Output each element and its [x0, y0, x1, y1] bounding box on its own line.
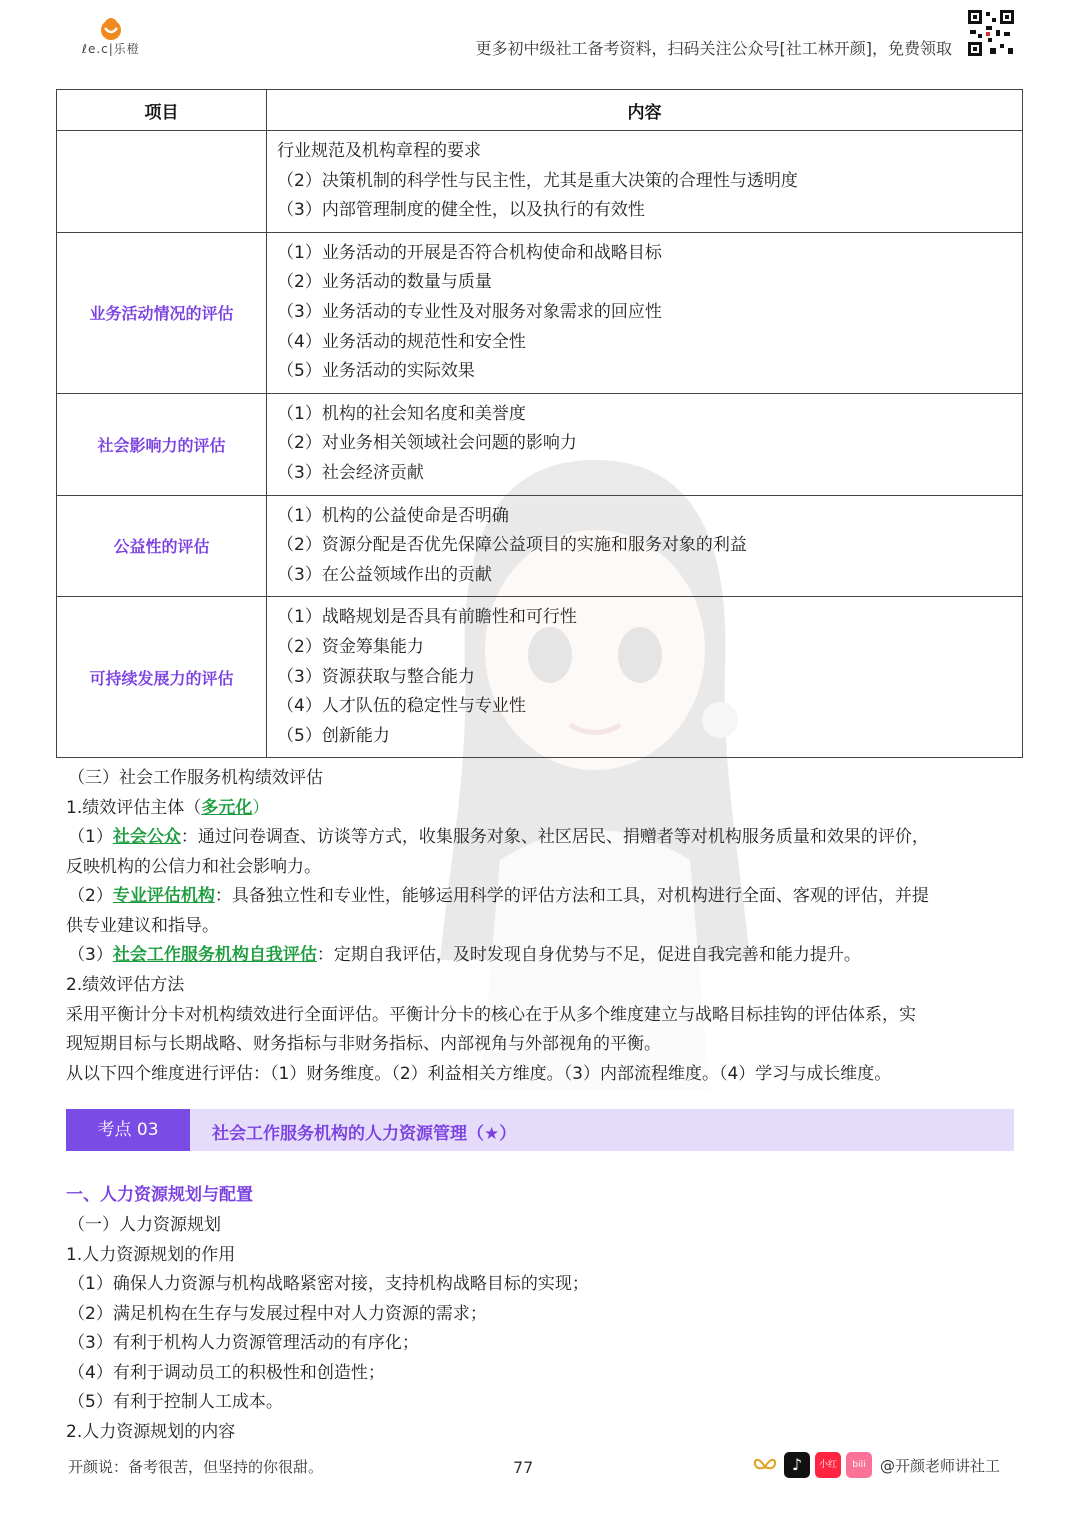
footer-handle: @开颜老师讲社工 [880, 1457, 1001, 1475]
row-content [267, 597, 1023, 758]
paragraph-text: ：定期自我评估，及时发现自身优势与不足，促进自我完善和能力提升。 [316, 945, 861, 965]
row-item: （2）对业务相关领域社会问题的影响力 [277, 433, 577, 454]
butterfly-icon[interactable] [752, 1456, 778, 1478]
keyword: 多元化 [201, 798, 253, 818]
bilibili-icon[interactable]: bili [846, 1452, 872, 1478]
list-item: （1）确保人力资源与机构战略紧密对接，支持机构战略目标的实现； [68, 1274, 589, 1294]
hr-heading: 一、人力资源规划与配置 [66, 1185, 253, 1205]
method-heading: 2.绩效评估方法 [66, 975, 185, 995]
page-number: 77 [513, 1458, 534, 1477]
row-category: 公益性的评估 [57, 495, 267, 597]
row-category: 社会影响力的评估 [57, 393, 267, 495]
keyword: 专业评估机构 [112, 886, 215, 906]
row-category: 可持续发展力的评估 [57, 597, 267, 758]
hr-role-heading: 1.人力资源规划的作用 [66, 1245, 236, 1265]
row-item: （2）资金筹集能力 [277, 636, 424, 657]
table-row [57, 495, 1023, 597]
subject-suffix: ） [252, 798, 270, 818]
xiaohongshu-icon[interactable]: 小红书 [815, 1452, 841, 1478]
keyword: 社会公众 [112, 827, 181, 847]
item-number: （2） [68, 886, 113, 906]
row-item: （2）业务活动的数量与质量 [277, 272, 492, 293]
section-bar [66, 1109, 1014, 1151]
table-header-row [57, 90, 1023, 131]
row-item: （1）业务活动的开展是否符合机构使命和战略目标 [277, 242, 662, 263]
row-content [267, 232, 1023, 393]
qr-code-icon[interactable] [966, 8, 1016, 58]
evaluation-table [56, 89, 1023, 758]
row-content [267, 131, 1023, 233]
item-number: （3） [68, 945, 113, 965]
paragraph [68, 940, 861, 965]
row-item: （1）机构的社会知名度和美誉度 [277, 403, 526, 424]
subject-prefix: 1.绩效评估主体（ [66, 798, 202, 818]
section-title: 社会工作服务机构的人力资源管理（★） [212, 1124, 517, 1144]
section-subtitle: （三）社会工作服务机构绩效评估 [68, 768, 323, 788]
table-row [57, 597, 1023, 758]
row-item: （5）创新能力 [277, 725, 390, 746]
row-item: （5）业务活动的实际效果 [277, 361, 475, 382]
paragraph-text: 采用平衡计分卡对机构绩效进行全面评估。平衡计分卡的核心在于从多个维度建立与战略目标挂钩的评估体系，实 [66, 1005, 916, 1025]
header-note: 更多初中级社工备考资料，扫码关注公众号[社工林开颜]，免费领取 [475, 39, 952, 58]
row-item: （1）机构的公益使命是否明确 [277, 505, 509, 526]
footer-slogan: 开颜说：备考很苦，但坚持的你很甜。 [68, 1458, 324, 1476]
row-item: 行业规范及机构章程的要求 [277, 141, 481, 161]
row-category [57, 131, 267, 233]
logo-text: ℓe.c|乐橙 [82, 42, 140, 56]
list-item: （2）满足机构在生存与发展过程中对人力资源的需求； [68, 1304, 487, 1324]
row-item: （3）社会经济贡献 [277, 462, 424, 483]
row-item: （1）战略规划是否具有前瞻性和可行性 [277, 607, 577, 628]
paragraph-text: 反映机构的公信力和社会影响力。 [66, 857, 321, 877]
paragraph-text: 供专业建议和指导。 [66, 916, 219, 936]
row-item: （4）业务活动的规范性和安全性 [277, 331, 526, 352]
hr-subheading: （一）人力资源规划 [68, 1215, 221, 1235]
paragraph [68, 881, 929, 906]
table-row [57, 131, 1023, 233]
item-number: （1） [68, 827, 113, 847]
table-row [57, 232, 1023, 393]
section-tag: 考点 03 [66, 1109, 190, 1151]
list-item: （3）有利于机构人力资源管理活动的有序化； [68, 1333, 419, 1353]
paragraph-text: ：通过问卷调查、访谈等方式，收集服务对象、社区居民、捐赠者等对机构服务质量和效果的评价， [180, 827, 929, 847]
row-item: （3）在公益领域作出的贡献 [277, 564, 492, 585]
column-header: 内容 [267, 90, 1023, 131]
row-item: （3）资源获取与整合能力 [277, 666, 475, 687]
column-header: 项目 [57, 90, 267, 131]
subject-heading [66, 793, 269, 818]
paragraph-text: ：具备独立性和专业性，能够运用科学的评估方法和工具，对机构进行全面、客观的评估，并提 [214, 886, 929, 906]
row-item: （4）人才队伍的稳定性与专业性 [277, 696, 526, 717]
table-row [57, 393, 1023, 495]
row-item: （3）业务活动的专业性及对服务对象需求的回应性 [277, 301, 662, 322]
row-item: （2）资源分配是否优先保障公益项目的实施和服务对象的利益 [277, 535, 747, 556]
paragraph [68, 822, 929, 847]
paragraph-text: 从以下四个维度进行评估：（1）财务维度。（2）利益相关方维度。（3）内部流程维度。（4）学习与成长维度。 [66, 1064, 892, 1084]
list-item: （4）有利于调动员工的积极性和创造性； [68, 1363, 385, 1383]
keyword: 社会工作服务机构自我评估 [112, 945, 317, 965]
row-content [267, 393, 1023, 495]
tiktok-icon[interactable]: ♪ [784, 1452, 810, 1478]
row-category: 业务活动情况的评估 [57, 232, 267, 393]
row-content [267, 495, 1023, 597]
hr-content-heading: 2.人力资源规划的内容 [66, 1422, 236, 1442]
row-item: （2）决策机制的科学性与民主性，尤其是重大决策的合理性与透明度 [277, 170, 798, 191]
list-item: （5）有利于控制人工成本。 [68, 1392, 283, 1412]
paragraph-text: 现短期目标与长期战略、财务指标与非财务指标、内部视角与外部视角的平衡。 [66, 1034, 661, 1054]
row-item: （3）内部管理制度的健全性，以及执行的有效性 [277, 200, 645, 221]
